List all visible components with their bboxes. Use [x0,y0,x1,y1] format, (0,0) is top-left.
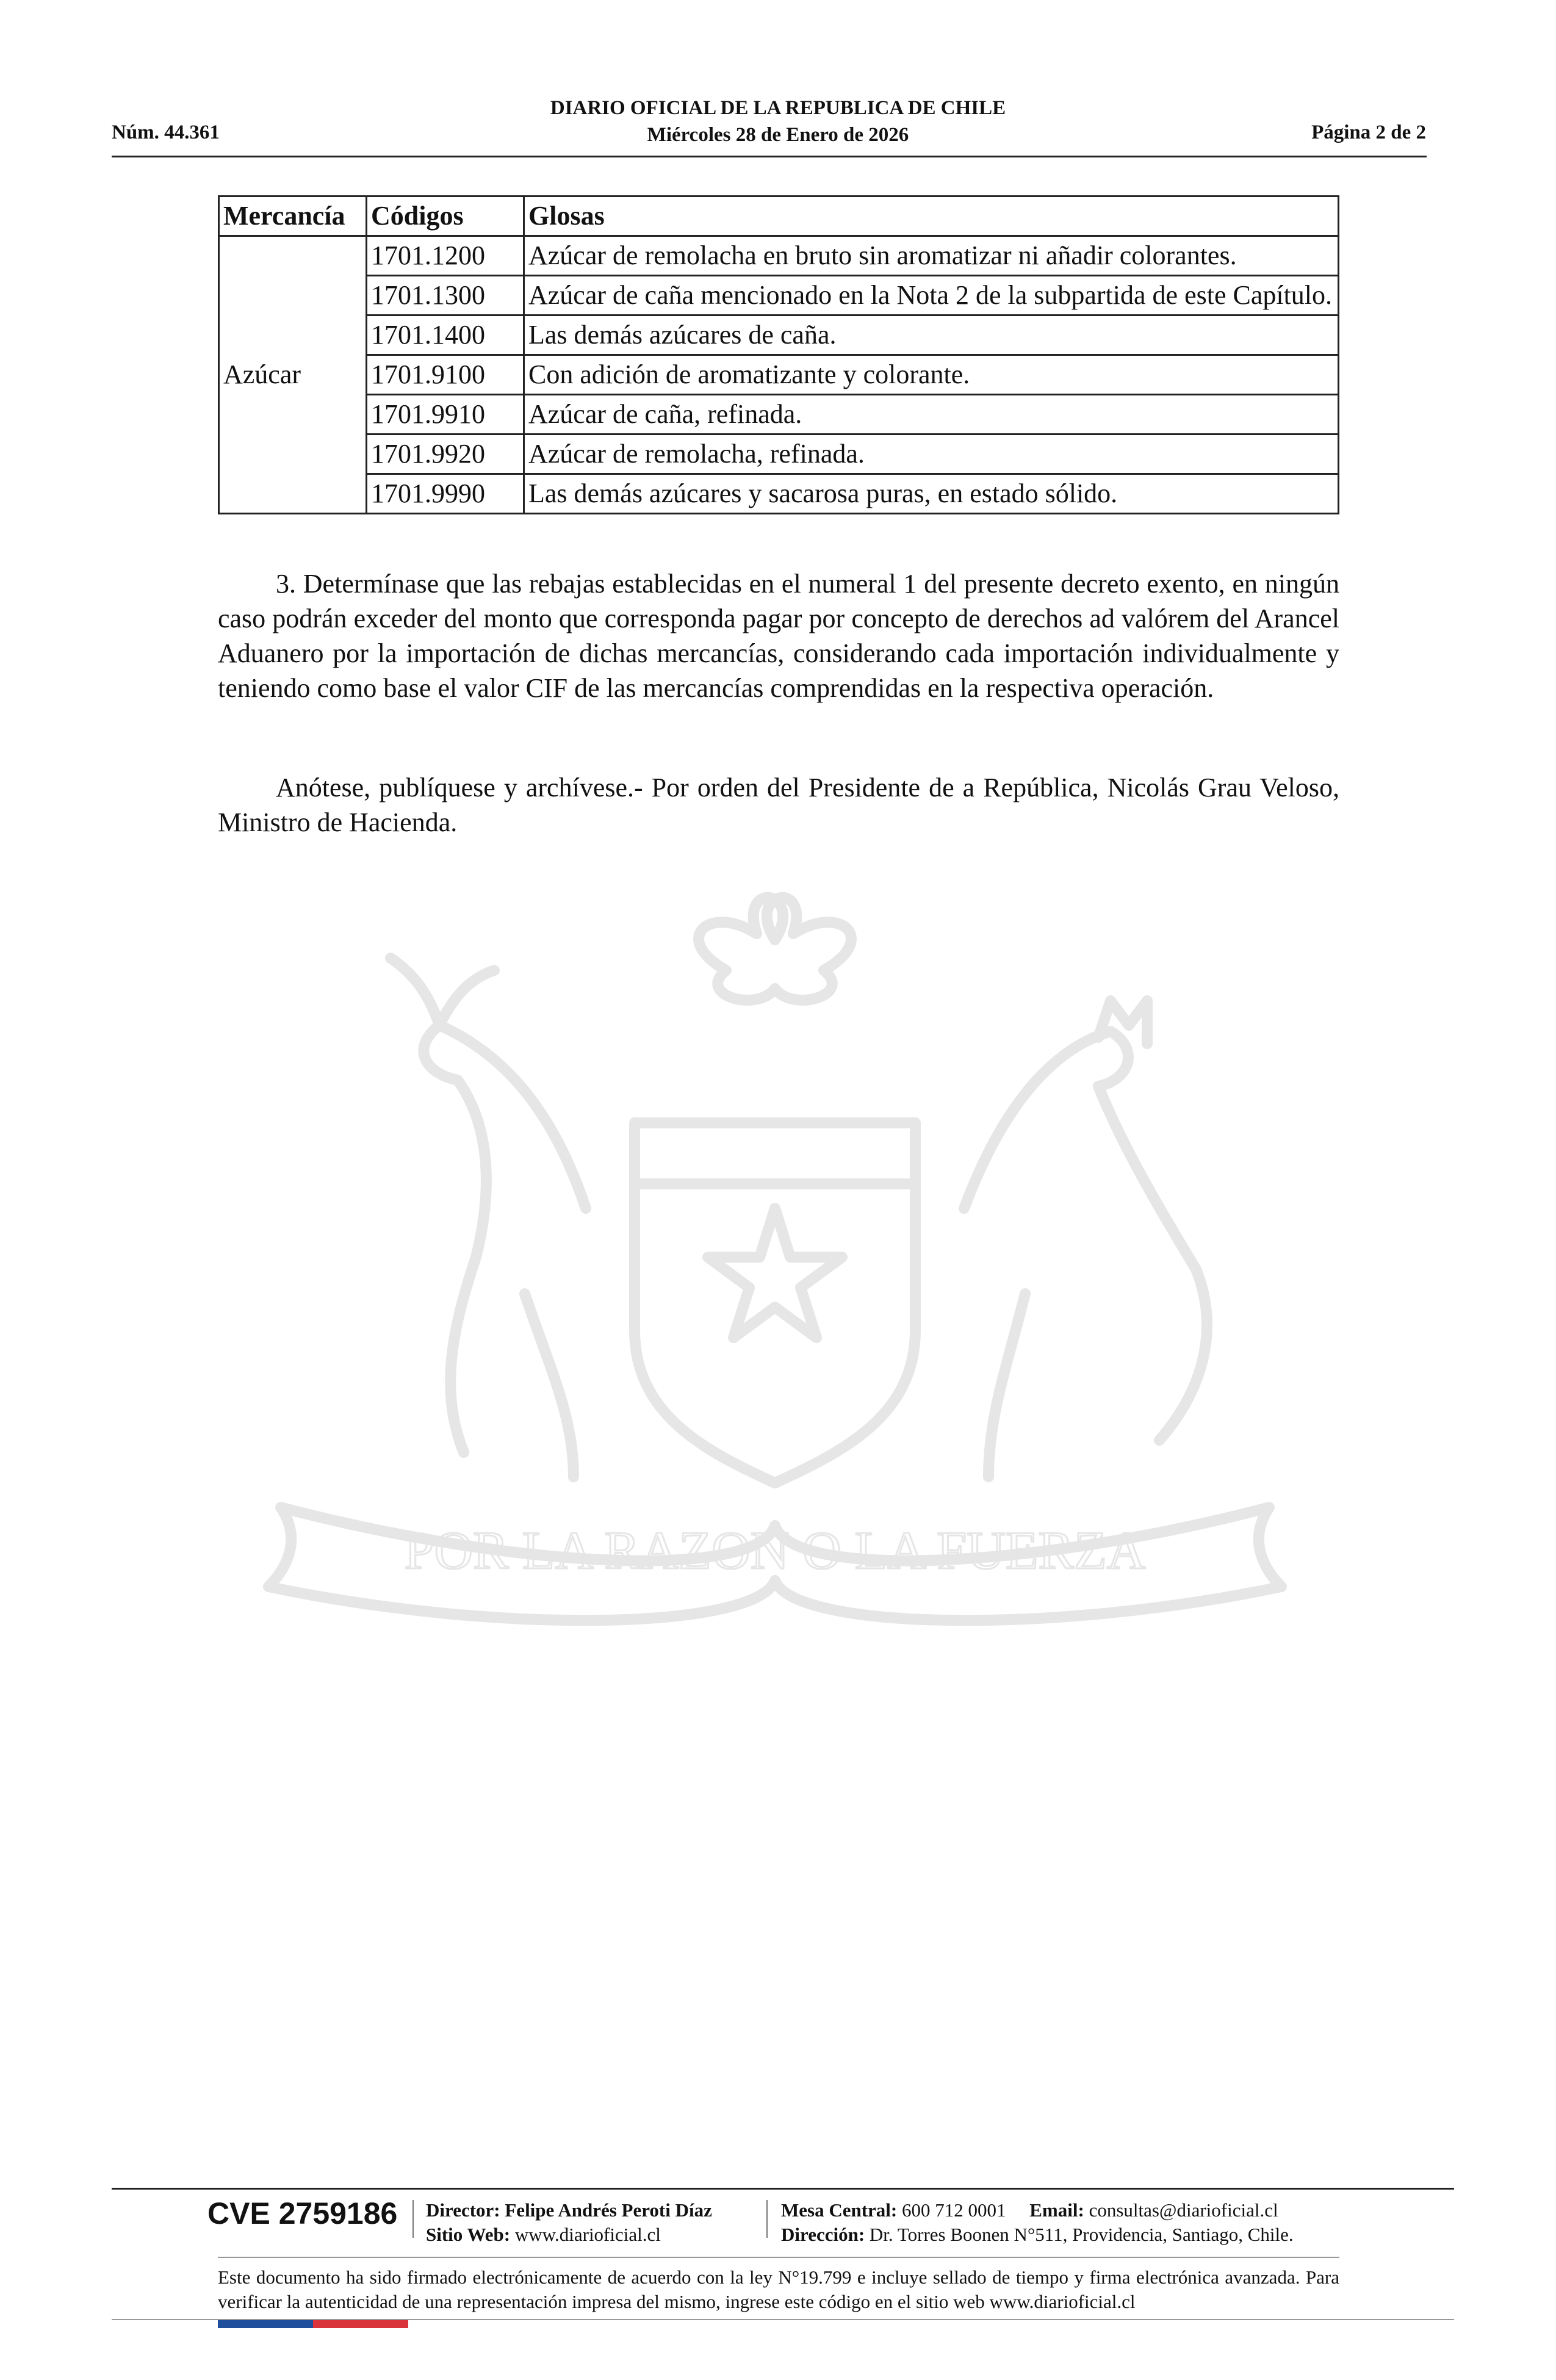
flag-color-bar [218,2320,408,2328]
table-header-row [219,197,1339,236]
code-cell: 1701.1400 [367,316,524,355]
phone-number: 600 712 0001 [902,2199,1006,2221]
footer-divider-mid [218,2257,1339,2258]
flag-blue-segment [218,2320,313,2328]
director-name: Felipe Andrés Peroti Díaz [505,2199,712,2221]
gloss-cell: Con adición de aromatizante y colorante. [524,355,1339,395]
header-divider [112,156,1427,157]
table-row [219,474,1339,514]
legal-notice: Este documento ha sido firmado electrónicamente de acuerdo con la ley N°19.799 e incluye sellado de tiempo y firma electrónica avanzada. Para verificar la autenticidad de una representación impresa del mismo, ingrese este código en el sitio web www.diarioficial.cl [218,2266,1339,2312]
email-link[interactable]: consultas@diarioficial.cl [1089,2199,1278,2221]
table-row [219,316,1339,355]
code-cell: 1701.1300 [367,276,524,316]
footer-contact [781,2198,1278,2223]
address-label: Dirección: [781,2224,865,2245]
gloss-cell: Las demás azúcares y sacarosa puras, en estado sólido. [524,474,1339,514]
footer-website [426,2223,661,2247]
footer-address [781,2223,1294,2247]
gloss-cell: Azúcar de remolacha, refinada. [524,435,1339,474]
table-row [219,395,1339,435]
table-row [219,276,1339,316]
address-text: Dr. Torres Boonen N°511, Providencia, Santiago, Chile. [869,2224,1294,2245]
code-cell: 1701.9910 [367,395,524,435]
tariff-table [218,195,1339,514]
gloss-cell: Azúcar de remolacha en bruto sin aromatizar ni añadir colorantes. [524,236,1339,276]
code-cell: 1701.9920 [367,435,524,474]
director-label: Director: [426,2199,500,2221]
paragraph-3: 3. Determínase que las rebajas establecidas en el numeral 1 del presente decreto exento, en ningún caso podrán exceder del monto que corresponda pagar por concepto de derechos ad valórem del Arancel Aduanero por la importación de dichas mercancías, considerando cada importación individualmente y teniendo como base el valor CIF de las mercancías comprendidas en la respectiva operación. [218,569,1339,703]
footer-director [426,2198,712,2223]
masthead-title: DIARIO OFICIAL DE LA REPUBLICA DE CHILE [550,97,1006,119]
footer-divider-top [112,2188,1454,2190]
gloss-cell: Azúcar de caña, refinada. [524,395,1339,435]
col-header-merchandise: Mercancía [219,197,367,236]
table-row [219,435,1339,474]
table-row [219,236,1339,276]
issue-date: Miércoles 28 de Enero de 2026 [647,124,909,146]
mesa-label: Mesa Central: [781,2199,898,2221]
coat-of-arms-watermark [207,867,1342,1672]
col-header-codes: Códigos [367,197,524,236]
merchandise-cell: Azúcar [219,236,367,514]
website-link[interactable]: www.diarioficial.cl [514,2224,661,2245]
issue-number: Núm. 44.361 [112,121,220,143]
cve-code: CVE 2759186 [207,2196,398,2230]
footer-separator [412,2200,414,2238]
page-number: Página 2 de 2 [1311,121,1426,143]
code-cell: 1701.1200 [367,236,524,276]
closing-paragraph: Anótese, publíquese y archívese.- Por orden del Presidente de a República, Nicolás Grau Veloso, Ministro de Hacienda. [218,773,1339,837]
table-row [219,355,1339,395]
code-cell: 1701.9100 [367,355,524,395]
watermark-motto: POR LA RAZON O LA FUERZA [404,1521,1146,1581]
code-cell: 1701.9990 [367,474,524,514]
col-header-glosses: Glosas [524,197,1339,236]
flag-red-segment [313,2320,408,2328]
footer-separator [766,2200,768,2238]
gloss-cell: Las demás azúcares de caña. [524,316,1339,355]
web-label: Sitio Web: [426,2224,511,2245]
email-label: Email: [1029,2199,1084,2221]
gloss-cell: Azúcar de caña mencionado en la Nota 2 de la subpartida de este Capítulo. [524,276,1339,316]
